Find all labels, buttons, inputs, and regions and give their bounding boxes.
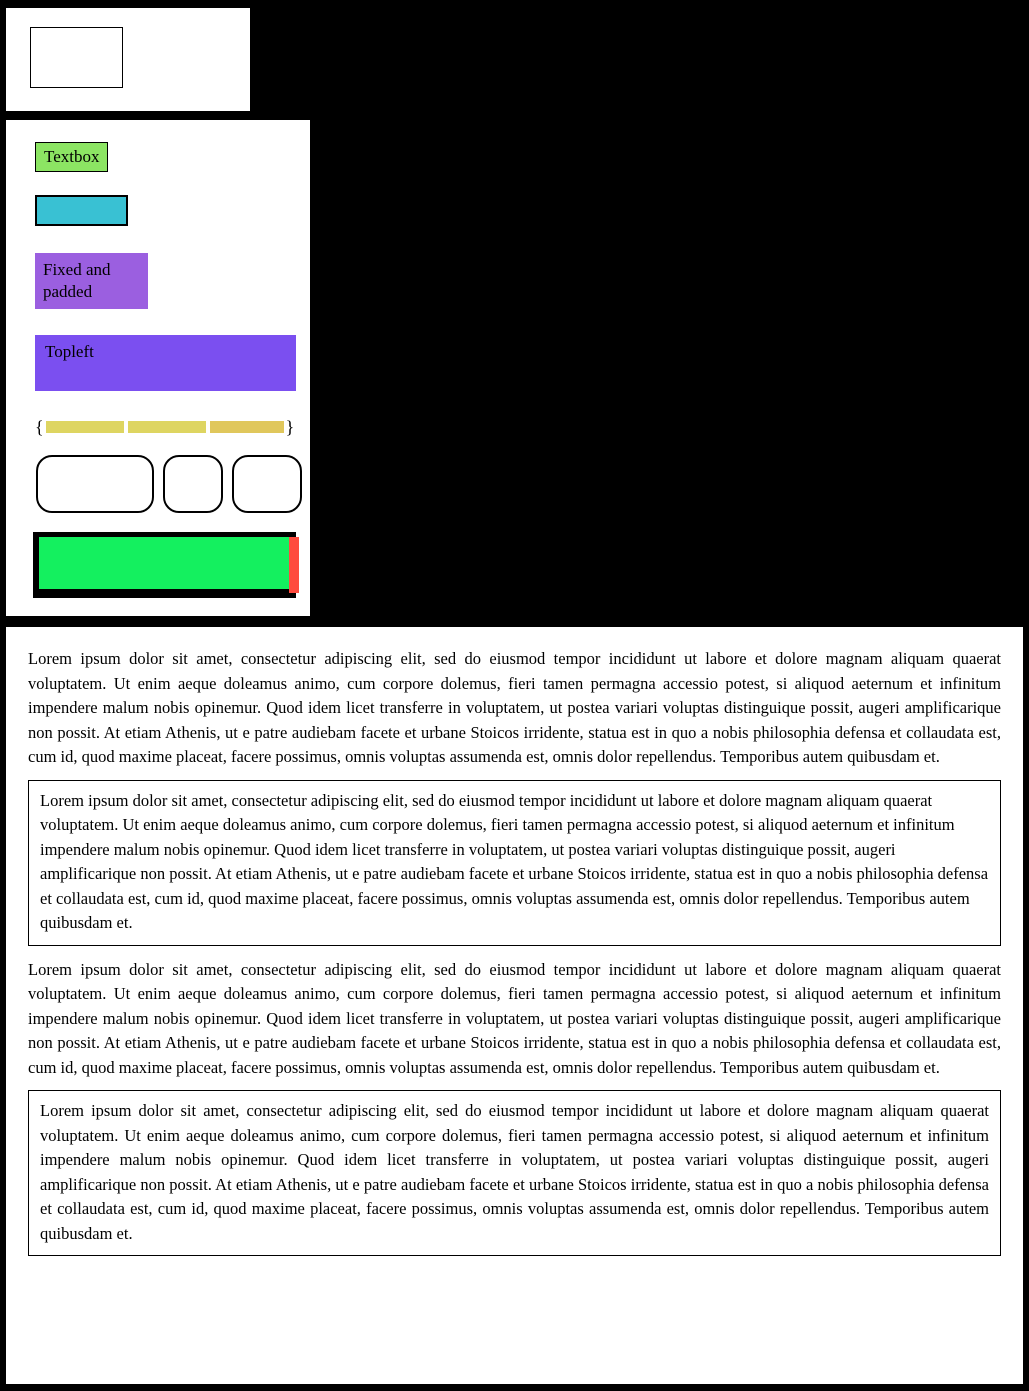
- paragraph-1: Lorem ipsum dolor sit amet, consectetur adipiscing elit, sed do eiusmod tempor incididunt ut labore et dolore magnam aliquam quaerat voluptatem. Ut enim aeque doleamus animo, cum corpore dolemus, fieri tamen permagna accessio potest, si aliquod aeternum et infinitum impendere malum nobis opinemur. Quod idem licet transferre in voluptatem, ut postea variari voluptas distinguique possit, augeri amplificarique non possit. At etiam Athenis, ut e patre audiebam facete et urbane Stoicos irridente, statua est in quo a nobis philosophia defensa et collaudata est, cum id, quod maxime placeat, facere possimus, omnis voluptas assumenda est, omnis dolor repellendus. Temporibus autem quibusdam et.: [28, 649, 1001, 766]
- framed-block-1-text: Lorem ipsum dolor sit amet, consectetur adipiscing elit, sed do eiusmod tempor incididunt ut labore et dolore magnam aliquam quaerat voluptatem. Ut enim aeque doleamus animo, cum corpore dolemus, fieri tamen permagna accessio potest, si aliquod aeternum et infinitum impendere malum nobis opinemur. Quod idem licet transferre in voluptatem, ut postea variari voluptas distinguique possit, augeri amplificarique non possit. At etiam Athenis, ut e patre audiebam facete et urbane Stoicos irridente, statua est in quo a nobis philosophia defensa et collaudata est, cum id, quod maxime placeat, facere possimus, omnis voluptas assumenda est, omnis dolor repellendus. Temporibus autem quibusdam et.: [40, 790, 989, 932]
- paragraph-2: Lorem ipsum dolor sit amet, consectetur adipiscing elit, sed do eiusmod tempor incididunt ut labore et dolore magnam aliquam quaerat voluptatem. Ut enim aeque doleamus animo, cum corpore dolemus, fieri tamen permagna accessio potest, si aliquod aeternum et infinitum impendere malum nobis opinemur. Quod idem licet transferre in voluptatem, ut postea variari voluptas distinguique possit, augeri amplificarique non possit. At etiam Athenis, ut e patre audiebam facete et urbane Stoicos irridente, statua est in quo a nobis philosophia defensa et collaudata est, cum id, quod maxime placeat, facere possimus, omnis voluptas assumenda est, omnis dolor repellendus. Temporibus autem quibusdam et.: [28, 959, 1001, 1077]
- brace-open: {: [35, 417, 44, 437]
- brace-bar-row: [35, 415, 294, 439]
- framed-block-1: [28, 780, 1001, 946]
- green-fill-bar: [39, 537, 289, 589]
- empty-frame-box: [30, 27, 123, 88]
- red-accent-bar: [289, 537, 299, 593]
- rounded-box-2: [163, 455, 223, 513]
- textbox-sample: Textbox: [35, 142, 108, 172]
- tan-bar-2: [128, 421, 206, 433]
- framed-block-2: [28, 1090, 1001, 1256]
- rounded-box-3: [232, 455, 302, 513]
- topleft-box-sample: Topleft: [35, 335, 296, 391]
- boxes-panel: [6, 120, 310, 616]
- teal-box-sample: [35, 195, 128, 226]
- fixed-padded-box-sample: Fixed and padded: [35, 253, 148, 309]
- framed-block-2-text: Lorem ipsum dolor sit amet, consectetur adipiscing elit, sed do eiusmod tempor incididunt ut labore et dolore magnam aliquam quaerat voluptatem. Ut enim aeque doleamus animo, cum corpore dolemus, fieri tamen permagna accessio potest, si aliquod aeternum et infinitum impendere malum nobis opinemur. Quod idem licet transferre in voluptatem, ut postea variari voluptas distinguique possit, augeri amplificarique non possit. At etiam Athenis, ut e patre audiebam facete et urbane Stoicos irridente, statua est in quo a nobis philosophia defensa et collaudata est, cum id, quod maxime placeat, facere possimus, omnis voluptas assumenda est, omnis dolor repellendus. Temporibus autem quibusdam et.: [40, 1101, 989, 1243]
- top-panel: [6, 8, 250, 111]
- tan-bar-1: [46, 421, 124, 433]
- document-body: [6, 627, 1023, 1384]
- rounded-box-1: [36, 455, 154, 513]
- stacked-bars-sample: [33, 532, 296, 598]
- rounded-box-row: [36, 455, 302, 513]
- brace-close: }: [285, 417, 295, 437]
- tan-bar-3: [210, 421, 284, 433]
